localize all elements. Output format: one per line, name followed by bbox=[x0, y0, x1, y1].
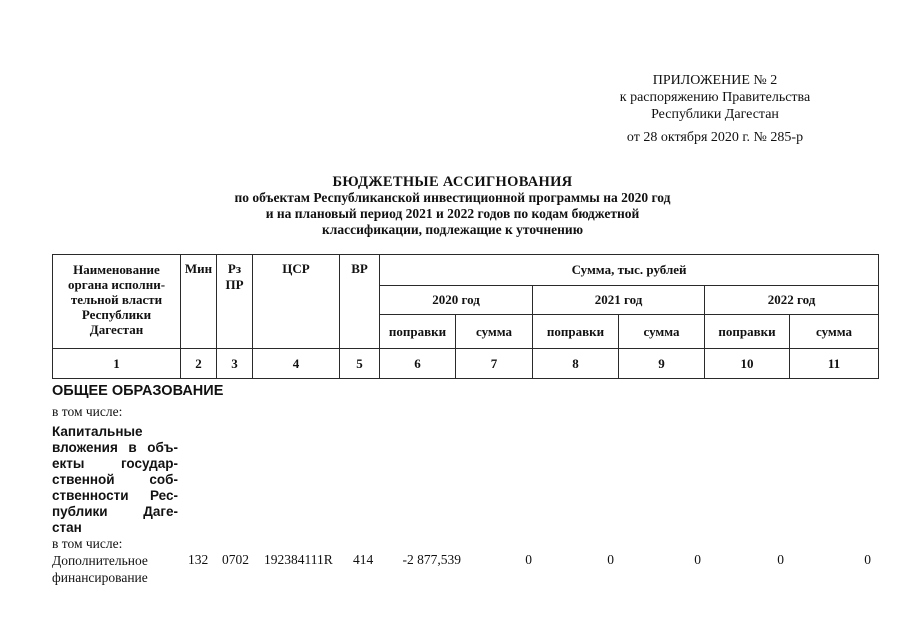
appendix-republic: Республики Дагестан bbox=[651, 107, 779, 122]
header-year-2022: 2022 год bbox=[705, 286, 879, 315]
appendix-order-ref: к распоряжению Правительства bbox=[619, 90, 811, 105]
capital-investments-label bbox=[52, 424, 178, 536]
column-number: 4 bbox=[253, 349, 340, 379]
row-csr: 192384111R bbox=[264, 552, 333, 567]
column-number: 3 bbox=[217, 349, 253, 379]
capital-line: стан bbox=[52, 520, 82, 535]
title-line-3: классификации, подлежащие к уточнению bbox=[321, 222, 584, 237]
header-name-line: Дагестан bbox=[89, 322, 144, 337]
row-vr: 414 bbox=[353, 552, 374, 567]
column-number: 2 bbox=[181, 349, 217, 379]
appendix-date: от 28 октября 2020 г. № 285-р bbox=[626, 130, 804, 145]
capital-line: ственности Рес- bbox=[52, 488, 178, 503]
row-2022-amendments: 0 bbox=[777, 552, 784, 567]
allocation-table bbox=[52, 254, 879, 379]
title-main: БЮДЖЕТНЫЕ АССИГНОВАНИЯ bbox=[332, 174, 573, 190]
table-row bbox=[52, 552, 882, 592]
capital-line: екты государ- bbox=[52, 456, 178, 471]
capital-line: ственной соб- bbox=[52, 472, 178, 487]
header-year-2020: 2020 год bbox=[380, 286, 533, 315]
header-sub-sum: сумма bbox=[456, 315, 533, 349]
header-year-2021: 2021 год bbox=[533, 286, 705, 315]
row-2022-sum: 0 bbox=[864, 552, 871, 567]
appendix-number: ПРИЛОЖЕНИЕ № 2 bbox=[652, 73, 778, 88]
header-name-line: Наименование bbox=[73, 262, 160, 277]
column-number: 10 bbox=[705, 349, 790, 379]
header-vr: ВР bbox=[340, 255, 380, 349]
including-label: в том числе: bbox=[52, 536, 123, 551]
row-min: 132 bbox=[188, 552, 209, 567]
row-name-line: финансирование bbox=[52, 570, 148, 585]
header-name-cell bbox=[53, 255, 181, 349]
column-number: 1 bbox=[53, 349, 181, 379]
section-heading: ОБЩЕЕ ОБРАЗОВАНИЕ bbox=[52, 383, 224, 399]
header-rz: Рз bbox=[227, 261, 242, 276]
row-2020-sum: 0 bbox=[525, 552, 532, 567]
header-sub-sum: сумма bbox=[619, 315, 705, 349]
title-line-2: и на плановый период 2021 и 2022 годов по кодам бюджетной bbox=[265, 206, 640, 221]
row-2021-sum: 0 bbox=[694, 552, 701, 567]
header-rz-pr bbox=[217, 255, 253, 349]
header-sub-amendments: поправки bbox=[380, 315, 456, 349]
column-number: 8 bbox=[533, 349, 619, 379]
column-number: 5 bbox=[340, 349, 380, 379]
header-sub-amendments: поправки bbox=[705, 315, 790, 349]
header-name-line: тельной власти bbox=[70, 292, 163, 307]
header-min: Мин bbox=[181, 255, 217, 349]
header-pr: ПР bbox=[225, 277, 244, 292]
header-name-line: органа исполни- bbox=[67, 277, 166, 292]
capital-line: Капитальные bbox=[52, 424, 143, 439]
row-name bbox=[52, 552, 182, 586]
header-sub-amendments: поправки bbox=[533, 315, 619, 349]
column-number: 6 bbox=[380, 349, 456, 379]
column-number: 11 bbox=[790, 349, 879, 379]
document-title bbox=[150, 174, 755, 238]
row-2020-amendments: -2 877,539 bbox=[402, 552, 461, 567]
capital-line: публики Даге- bbox=[52, 504, 178, 519]
header-name-line: Республики bbox=[81, 307, 152, 322]
including-label: в том числе: bbox=[52, 404, 123, 419]
header-csr: ЦСР bbox=[253, 255, 340, 349]
row-rz-pr: 0702 bbox=[222, 552, 249, 567]
capital-line: вложения в объ- bbox=[52, 440, 178, 455]
title-line-1: по объектам Республиканской инвестиционной программы на 2020 год bbox=[234, 190, 671, 205]
header-sub-sum: сумма bbox=[790, 315, 879, 349]
appendix-block bbox=[595, 72, 835, 146]
column-number: 9 bbox=[619, 349, 705, 379]
column-number: 7 bbox=[456, 349, 533, 379]
row-2021-amendments: 0 bbox=[607, 552, 614, 567]
row-name-line: Дополнительное bbox=[52, 553, 148, 568]
header-sum: Сумма, тыс. рублей bbox=[380, 255, 879, 286]
